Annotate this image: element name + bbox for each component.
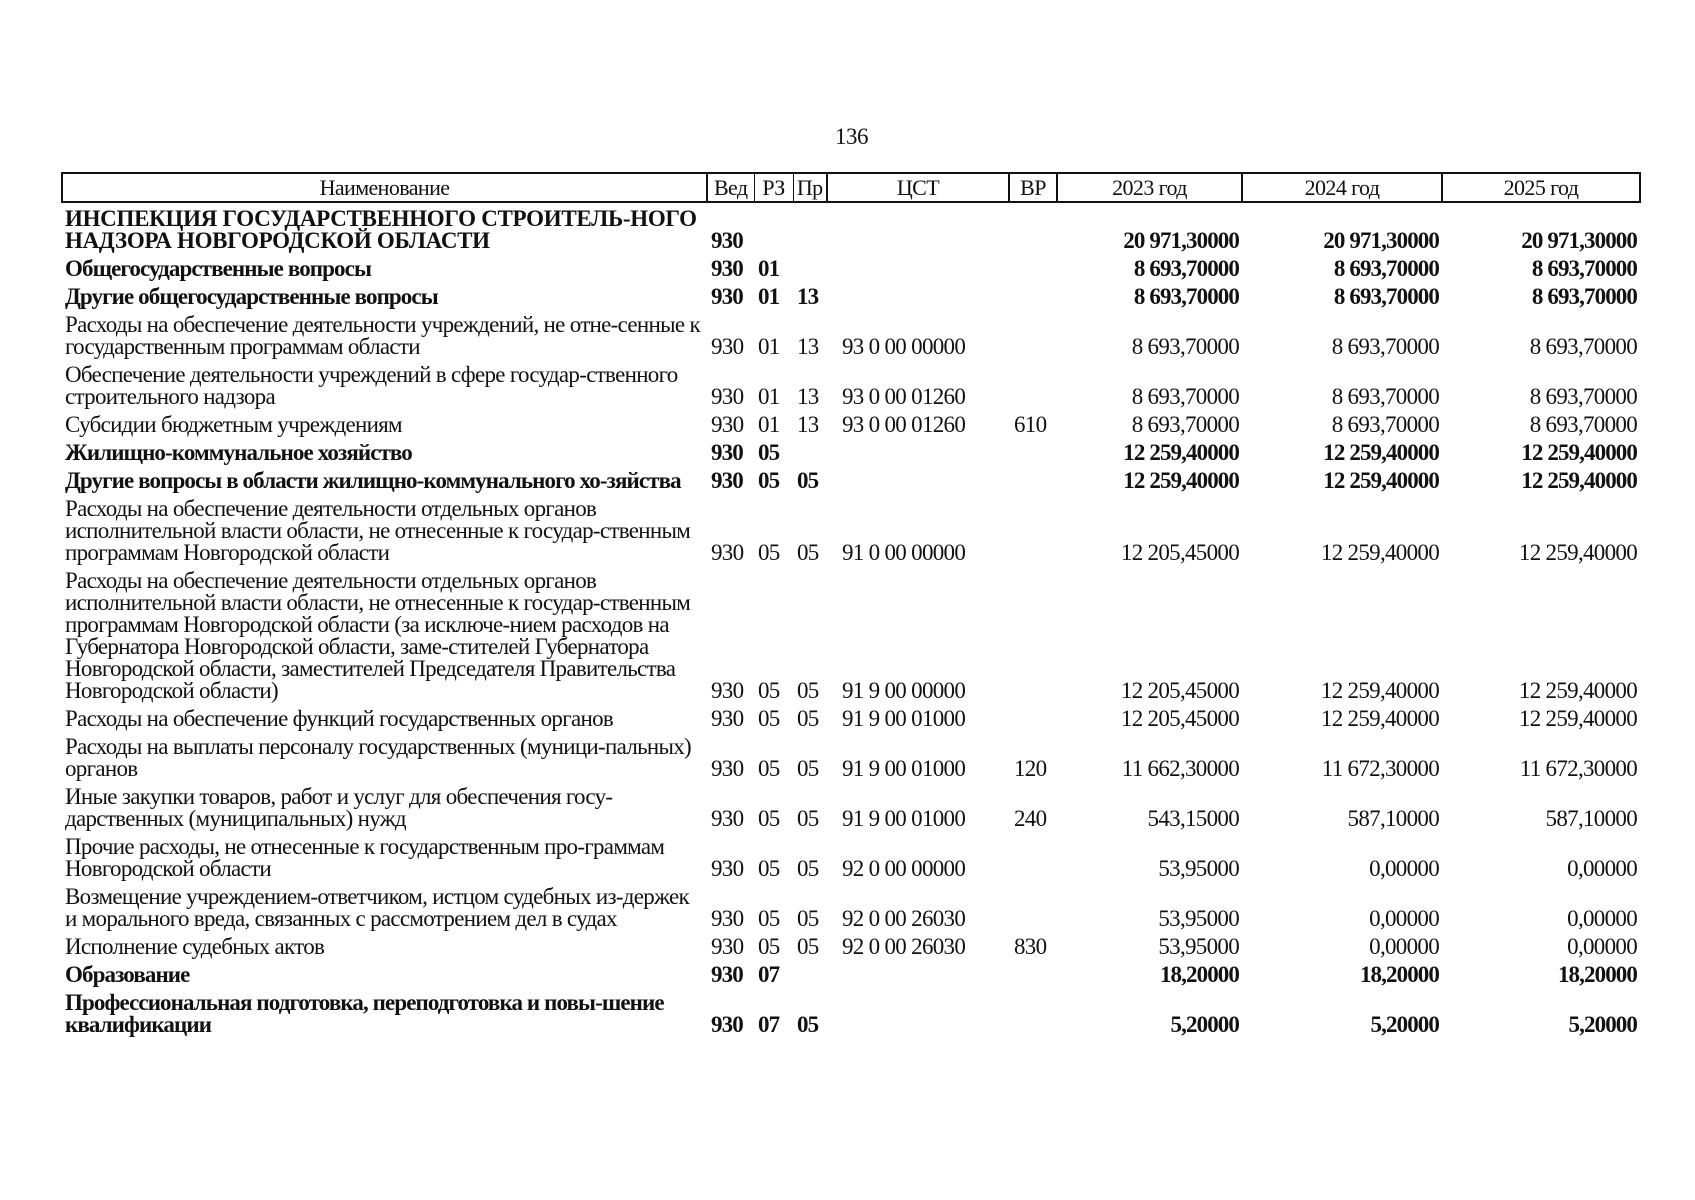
row-2024: 8 693,70000 bbox=[1331, 334, 1439, 359]
row-2023: 11 662,30000 bbox=[1121, 756, 1239, 781]
row-name: Другие вопросы в области жилищно-коммунального хо-зяйства bbox=[65, 468, 681, 493]
row-2023: 53,95000 bbox=[1158, 934, 1239, 959]
row-vr bbox=[1009, 883, 1057, 933]
row-vr bbox=[1009, 833, 1057, 883]
row-rz: 05 bbox=[758, 856, 780, 881]
row-vr bbox=[1009, 495, 1057, 567]
row-2024: 5,20000 bbox=[1370, 1012, 1439, 1037]
row-rz: 05 bbox=[758, 440, 780, 465]
row-name: ИНСПЕКЦИЯ ГОСУДАРСТВЕННОГО СТРОИТЕЛЬ-НОГО НАДЗОРА НОВГОРОДСКОЙ ОБЛАСТИ bbox=[65, 206, 697, 253]
row-pr: 05 bbox=[797, 540, 819, 565]
row-rz: 01 bbox=[758, 384, 780, 409]
row-2023: 543,15000 bbox=[1147, 806, 1239, 831]
row-pr bbox=[793, 202, 827, 255]
row-pr: 05 bbox=[797, 706, 819, 731]
row-vr bbox=[1009, 361, 1057, 411]
table-row bbox=[62, 255, 1640, 283]
row-cst: 92 0 00 26030 bbox=[842, 906, 966, 931]
row-ved: 930 bbox=[711, 906, 744, 931]
row-2023: 12 259,40000 bbox=[1123, 440, 1239, 465]
row-ved: 930 bbox=[711, 962, 743, 987]
table-row bbox=[62, 467, 1640, 495]
row-ved: 930 bbox=[711, 1012, 743, 1037]
table-row bbox=[62, 202, 1640, 255]
row-vr bbox=[1009, 311, 1057, 361]
row-2025: 12 259,40000 bbox=[1518, 540, 1637, 565]
row-ved: 930 bbox=[711, 934, 744, 959]
page-number: 136 bbox=[835, 124, 868, 149]
row-ved: 930 bbox=[711, 334, 744, 359]
row-rz: 05 bbox=[758, 706, 780, 731]
table-row bbox=[62, 705, 1640, 733]
row-rz: 05 bbox=[758, 678, 780, 703]
row-name: Другие общегосударственные вопросы bbox=[65, 284, 438, 309]
row-pr: 05 bbox=[797, 468, 819, 493]
row-pr: 13 bbox=[797, 384, 819, 409]
row-pr: 05 bbox=[797, 1012, 819, 1037]
row-2024: 12 259,40000 bbox=[1320, 540, 1439, 565]
row-pr bbox=[793, 255, 827, 283]
row-ved: 930 bbox=[711, 706, 744, 731]
row-name: Жилищно-коммунальное хозяйство bbox=[65, 440, 412, 465]
row-name: Общегосударственные вопросы bbox=[65, 256, 371, 281]
row-cst bbox=[827, 989, 1009, 1039]
row-cst: 92 0 00 26030 bbox=[842, 934, 966, 959]
table-row bbox=[62, 833, 1640, 883]
row-2023: 12 205,45000 bbox=[1120, 540, 1239, 565]
row-2023: 20 971,30000 bbox=[1123, 228, 1239, 253]
row-cst: 91 9 00 01000 bbox=[842, 756, 966, 781]
row-vr bbox=[1009, 255, 1057, 283]
row-2025: 18,20000 bbox=[1557, 962, 1637, 987]
row-2024: 8 693,70000 bbox=[1331, 412, 1439, 437]
row-2023: 18,20000 bbox=[1159, 962, 1239, 987]
row-rz: 05 bbox=[758, 468, 780, 493]
row-2023: 53,95000 bbox=[1158, 856, 1239, 881]
row-cst: 91 0 00 00000 bbox=[842, 540, 966, 565]
row-pr: 05 bbox=[797, 934, 819, 959]
row-2024: 11 672,30000 bbox=[1321, 756, 1439, 781]
header-2024: 2024 год bbox=[1242, 173, 1442, 202]
row-vr: 610 bbox=[1014, 412, 1047, 437]
table-row bbox=[62, 989, 1640, 1039]
row-rz: 05 bbox=[758, 540, 780, 565]
row-rz: 07 bbox=[758, 1012, 780, 1037]
row-2024: 18,20000 bbox=[1359, 962, 1439, 987]
row-ved: 930 bbox=[711, 256, 743, 281]
row-2025: 12 259,40000 bbox=[1521, 440, 1637, 465]
row-cst bbox=[827, 467, 1009, 495]
row-name: Расходы на обеспечение деятельности учреждений, не отне-сенные к государственным программам области bbox=[65, 312, 700, 359]
row-2025: 8 693,70000 bbox=[1529, 384, 1637, 409]
row-cst: 91 9 00 01000 bbox=[842, 706, 966, 731]
row-ved: 930 bbox=[711, 756, 744, 781]
header-rz: РЗ bbox=[754, 173, 793, 202]
row-2025: 12 259,40000 bbox=[1518, 678, 1637, 703]
header-ved: Вед bbox=[707, 173, 754, 202]
row-rz bbox=[754, 202, 793, 255]
row-2023: 8 693,70000 bbox=[1133, 284, 1239, 309]
row-name: Возмещение учреждением-ответчиком, истцом судебных из-держек и морального вреда, связанных с рассмотрением дел в судах bbox=[65, 884, 689, 931]
row-cst bbox=[827, 202, 1009, 255]
row-ved: 930 bbox=[711, 856, 744, 881]
row-2025: 5,20000 bbox=[1568, 1012, 1637, 1037]
table-row bbox=[62, 439, 1640, 467]
row-ved: 930 bbox=[711, 468, 743, 493]
row-2024: 8 693,70000 bbox=[1333, 256, 1439, 281]
row-2025: 8 693,70000 bbox=[1531, 284, 1637, 309]
table-row bbox=[62, 283, 1640, 311]
row-2023: 12 205,45000 bbox=[1120, 678, 1239, 703]
row-2023: 8 693,70000 bbox=[1133, 256, 1239, 281]
row-rz: 05 bbox=[758, 756, 780, 781]
row-rz: 01 bbox=[758, 256, 780, 281]
row-2025: 0,00000 bbox=[1567, 906, 1637, 931]
row-2025: 0,00000 bbox=[1567, 856, 1637, 881]
row-2023: 12 205,45000 bbox=[1120, 706, 1239, 731]
row-2024: 0,00000 bbox=[1369, 906, 1439, 931]
row-ved: 930 bbox=[711, 806, 744, 831]
row-vr bbox=[1009, 467, 1057, 495]
row-cst: 93 0 00 00000 bbox=[842, 334, 966, 359]
row-2023: 12 259,40000 bbox=[1123, 468, 1239, 493]
row-cst bbox=[827, 255, 1009, 283]
row-cst: 91 9 00 00000 bbox=[842, 678, 966, 703]
header-cst: ЦСТ bbox=[827, 173, 1009, 202]
row-2025: 12 259,40000 bbox=[1521, 468, 1637, 493]
row-rz: 01 bbox=[758, 412, 780, 437]
row-pr: 13 bbox=[797, 334, 819, 359]
table-row bbox=[62, 495, 1640, 567]
row-name: Субсидии бюджетным учреждениям bbox=[65, 412, 402, 437]
row-vr: 830 bbox=[1014, 934, 1047, 959]
row-vr bbox=[1009, 283, 1057, 311]
row-2024: 8 693,70000 bbox=[1331, 384, 1439, 409]
row-name: Образование bbox=[65, 962, 190, 987]
table-row bbox=[62, 961, 1640, 989]
row-name: Обеспечение деятельности учреждений в сфере государ-ственного строительного надзора bbox=[65, 362, 678, 409]
table-row bbox=[62, 933, 1640, 961]
row-rz: 01 bbox=[758, 284, 780, 309]
row-rz: 05 bbox=[758, 906, 780, 931]
row-ved: 930 bbox=[711, 440, 743, 465]
row-2024: 12 259,40000 bbox=[1323, 468, 1439, 493]
row-2025: 8 693,70000 bbox=[1529, 412, 1637, 437]
row-cst bbox=[827, 961, 1009, 989]
row-name: Исполнение судебных актов bbox=[65, 934, 325, 959]
table-body bbox=[62, 202, 1640, 1039]
row-vr bbox=[1009, 439, 1057, 467]
row-ved: 930 bbox=[711, 384, 744, 409]
row-vr bbox=[1009, 961, 1057, 989]
row-2023: 5,20000 bbox=[1170, 1012, 1239, 1037]
row-pr bbox=[793, 961, 827, 989]
row-vr bbox=[1009, 567, 1057, 705]
row-name: Расходы на выплаты персоналу государственных (муници-пальных) органов bbox=[65, 734, 692, 781]
row-name: Профессиональная подготовка, переподготовка и повы-шение квалификации bbox=[65, 990, 664, 1037]
row-vr bbox=[1009, 705, 1057, 733]
row-pr: 13 bbox=[797, 284, 819, 309]
row-2025: 11 672,30000 bbox=[1519, 756, 1637, 781]
header-vr: ВР bbox=[1009, 173, 1057, 202]
table-row bbox=[62, 567, 1640, 705]
row-2025: 587,10000 bbox=[1545, 806, 1637, 831]
row-vr bbox=[1009, 989, 1057, 1039]
table-row bbox=[62, 411, 1640, 439]
row-2024: 8 693,70000 bbox=[1333, 284, 1439, 309]
row-2025: 0,00000 bbox=[1567, 934, 1637, 959]
row-2023: 53,95000 bbox=[1158, 906, 1239, 931]
row-pr: 05 bbox=[797, 756, 819, 781]
row-ved: 930 bbox=[711, 284, 743, 309]
row-vr bbox=[1009, 202, 1057, 255]
row-pr: 05 bbox=[797, 806, 819, 831]
table-row bbox=[62, 311, 1640, 361]
header-pr: Пр bbox=[793, 173, 827, 202]
row-ved: 930 bbox=[711, 678, 744, 703]
row-2023: 8 693,70000 bbox=[1131, 334, 1239, 359]
table-row bbox=[62, 783, 1640, 833]
row-2025: 8 693,70000 bbox=[1531, 256, 1637, 281]
row-rz: 07 bbox=[758, 962, 780, 987]
row-name: Расходы на обеспечение деятельности отдельных органов исполнительной власти области, не отнесенные к государ-ственным программам Новгородской области bbox=[65, 496, 691, 565]
header-2025: 2025 год bbox=[1442, 173, 1640, 202]
row-2024: 12 259,40000 bbox=[1320, 678, 1439, 703]
row-pr bbox=[793, 439, 827, 467]
row-vr: 240 bbox=[1014, 806, 1047, 831]
row-2025: 12 259,40000 bbox=[1518, 706, 1637, 731]
row-ved: 930 bbox=[711, 540, 744, 565]
row-cst: 92 0 00 00000 bbox=[842, 856, 966, 881]
row-pr: 05 bbox=[797, 678, 819, 703]
row-pr: 05 bbox=[797, 906, 819, 931]
row-name: Расходы на обеспечение деятельности отдельных органов исполнительной власти области, не отнесенные к государ-ственным программам Новгородской области (за исключе-нием расходов на Губернатора Новгородской области, заме-стителей Губернатора Новгородской области, заместителей Председателя Правительства Новгородской области) bbox=[65, 568, 691, 703]
row-cst bbox=[827, 439, 1009, 467]
row-name: Иные закупки товаров, работ и услуг для обеспечения госу-дарственных (муниципальных) нужд bbox=[65, 784, 613, 831]
row-2025: 20 971,30000 bbox=[1521, 228, 1637, 253]
row-cst: 93 0 00 01260 bbox=[842, 384, 966, 409]
row-vr: 120 bbox=[1014, 756, 1047, 781]
row-cst: 91 9 00 01000 bbox=[842, 806, 966, 831]
row-2024: 20 971,30000 bbox=[1323, 228, 1439, 253]
row-cst: 93 0 00 01260 bbox=[842, 412, 966, 437]
row-cst bbox=[827, 283, 1009, 311]
row-pr: 13 bbox=[797, 412, 819, 437]
header-name: Наименование bbox=[62, 173, 707, 202]
row-2023: 8 693,70000 bbox=[1131, 412, 1239, 437]
row-2023: 8 693,70000 bbox=[1131, 384, 1239, 409]
row-2024: 12 259,40000 bbox=[1323, 440, 1439, 465]
row-name: Расходы на обеспечение функций государственных органов bbox=[65, 706, 614, 731]
row-2024: 0,00000 bbox=[1369, 934, 1439, 959]
row-2024: 587,10000 bbox=[1347, 806, 1439, 831]
row-2024: 12 259,40000 bbox=[1320, 706, 1439, 731]
row-rz: 05 bbox=[758, 806, 780, 831]
table-header-row bbox=[62, 173, 1640, 202]
table-row bbox=[62, 883, 1640, 933]
row-2024: 0,00000 bbox=[1369, 856, 1439, 881]
row-pr: 05 bbox=[797, 856, 819, 881]
row-2025: 8 693,70000 bbox=[1529, 334, 1637, 359]
budget-table bbox=[61, 172, 1641, 1039]
header-2023: 2023 год bbox=[1057, 173, 1242, 202]
row-rz: 05 bbox=[758, 934, 780, 959]
row-ved: 930 bbox=[711, 228, 743, 253]
table-row bbox=[62, 733, 1640, 783]
table-row bbox=[62, 361, 1640, 411]
row-rz: 01 bbox=[758, 334, 780, 359]
row-ved: 930 bbox=[711, 412, 744, 437]
row-name: Прочие расходы, не отнесенные к государственным про-граммам Новгородской области bbox=[65, 834, 665, 881]
